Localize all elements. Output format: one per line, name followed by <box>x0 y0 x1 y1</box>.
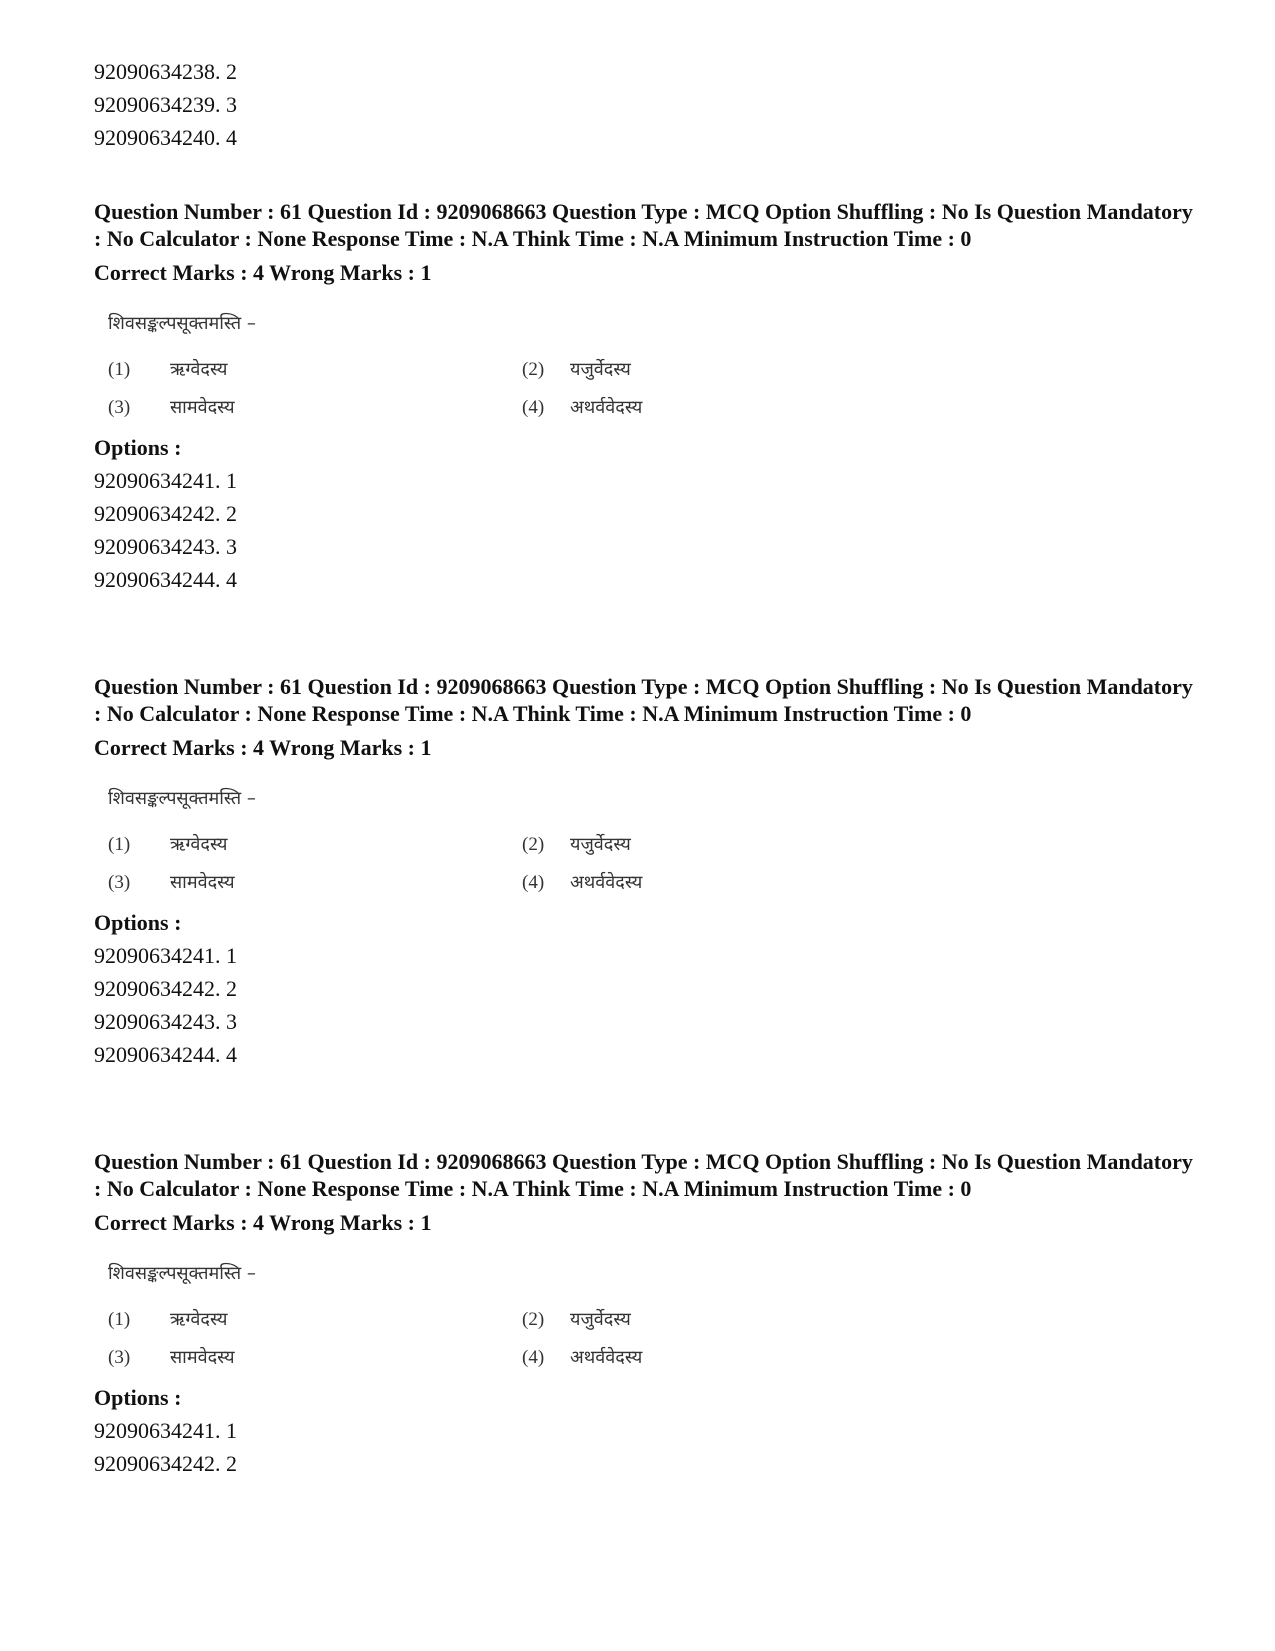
choice-3: (3) सामवेदस्य <box>108 397 235 418</box>
option-line: 92090634242. 2 <box>94 976 237 1001</box>
choice-3: (3) सामवेदस्य <box>108 872 235 893</box>
choice-4: (4) अथर्ववेदस्य <box>522 872 643 893</box>
choice-3: (3) सामवेदस्य <box>108 1347 235 1368</box>
options-label: Options : <box>94 1385 182 1410</box>
question-image <box>94 297 1194 425</box>
question-block <box>94 1148 1194 1480</box>
question-marks: Correct Marks : 4 Wrong Marks : 1 <box>94 1210 432 1235</box>
question-block <box>94 673 1194 1071</box>
option-line: 92090634242. 2 <box>94 1451 237 1476</box>
choice-1: (1) ऋग्वेदस्य <box>108 834 228 855</box>
option-line: 92090634240. 4 <box>94 125 237 150</box>
choice-1: (1) ऋग्वेदस्य <box>108 359 228 380</box>
option-line: 92090634241. 1 <box>94 468 237 493</box>
question-stem: शिवसङ्कल्पसूक्तमस्ति – <box>108 313 256 334</box>
option-line: 92090634241. 1 <box>94 1418 237 1443</box>
option-line: 92090634243. 3 <box>94 534 237 559</box>
choice-4: (4) अथर्ववेदस्य <box>522 397 643 418</box>
question-marks: Correct Marks : 4 Wrong Marks : 1 <box>94 735 432 760</box>
question-stem: शिवसङ्कल्पसूक्तमस्ति – <box>108 1263 256 1284</box>
question-stem: शिवसङ्कल्पसूक्तमस्ति – <box>108 788 256 809</box>
option-line: 92090634239. 3 <box>94 92 237 117</box>
question-block <box>94 198 1194 596</box>
choice-2: (2) यजुर्वेदस्य <box>522 359 631 380</box>
options-label: Options : <box>94 435 182 460</box>
option-line: 92090634243. 3 <box>94 1009 237 1034</box>
question-header: Question Number : 61 Question Id : 9209068663 Question Type : MCQ Option Shuffling : No Is Question Mandatory : No Calculator : None Response Time : N.A Think Time : N.A Minimum Instruction Time : 0 <box>94 1149 1193 1201</box>
choice-4: (4) अथर्ववेदस्य <box>522 1347 643 1368</box>
top-options-list <box>94 55 1194 154</box>
question-image <box>94 772 1194 900</box>
choice-2: (2) यजुर्वेदस्य <box>522 834 631 855</box>
choice-2: (2) यजुर्वेदस्य <box>522 1309 631 1330</box>
options-label: Options : <box>94 910 182 935</box>
choice-1: (1) ऋग्वेदस्य <box>108 1309 228 1330</box>
question-image <box>94 1247 1194 1375</box>
question-header: Question Number : 61 Question Id : 9209068663 Question Type : MCQ Option Shuffling : No Is Question Mandatory : No Calculator : None Response Time : N.A Think Time : N.A Minimum Instruction Time : 0 <box>94 674 1193 726</box>
option-line: 92090634241. 1 <box>94 943 237 968</box>
question-marks: Correct Marks : 4 Wrong Marks : 1 <box>94 260 432 285</box>
option-line: 92090634238. 2 <box>94 59 237 84</box>
option-line: 92090634242. 2 <box>94 501 237 526</box>
question-header: Question Number : 61 Question Id : 9209068663 Question Type : MCQ Option Shuffling : No Is Question Mandatory : No Calculator : None Response Time : N.A Think Time : N.A Minimum Instruction Time : 0 <box>94 199 1193 251</box>
option-line: 92090634244. 4 <box>94 567 237 592</box>
option-line: 92090634244. 4 <box>94 1042 237 1067</box>
